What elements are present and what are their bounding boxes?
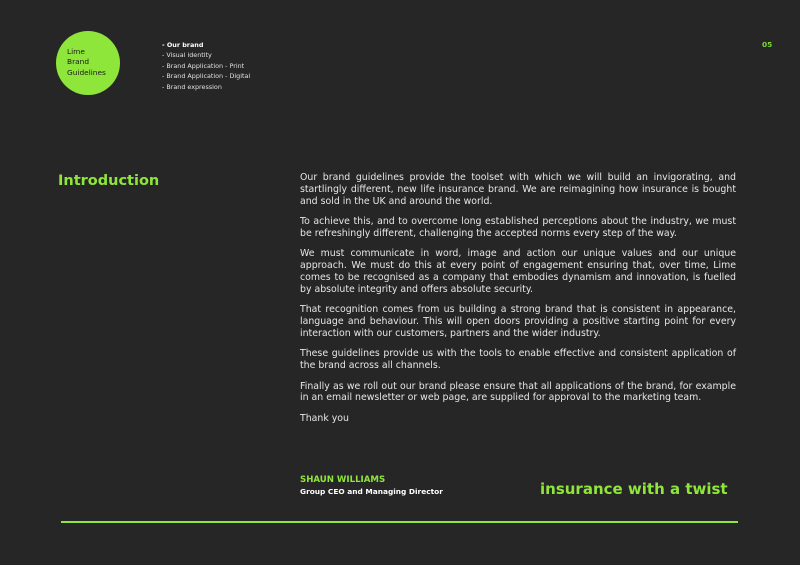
thanks-line: Thank you: [300, 412, 349, 424]
badge-line: Brand: [67, 57, 90, 67]
toc-item-brand-application-digital[interactable]: - Brand Application - Digital: [162, 72, 251, 81]
badge-line: Lime: [67, 47, 85, 56]
body-text: [300, 172, 736, 433]
toc-item-brand-application-print[interactable]: - Brand Application - Print: [162, 61, 245, 70]
body-paragraph: Finally as we roll out our brand please ensure that all applications of the brand, for example in an email newsletter or web page, are supplied for approval to the marketing team.: [300, 380, 736, 404]
body-paragraph: These guidelines provide us with the tools to enable effective and consistent application of the brand across all channels.: [300, 348, 736, 372]
signature-role: Group CEO and Managing Director: [300, 487, 443, 496]
section-title: Introduction: [58, 173, 160, 189]
body-paragraph: That recognition comes from us building a strong brand that is consistent in appearance, language and behaviour. This will open doors providing a positive starting point for every interaction with our customers, partners and the wider industry.: [300, 304, 736, 339]
divider-line: [61, 521, 738, 523]
signature-name: SHAUN WILLIAMS: [300, 475, 386, 485]
body-paragraph: To achieve this, and to overcome long established perceptions about the industry, we must be refreshingly different, challenging the accepted norms every step of the way.: [300, 216, 736, 239]
toc-item-visual-identity[interactable]: - Visual identity: [162, 51, 212, 60]
toc-item-our-brand[interactable]: - Our brand: [162, 41, 204, 49]
toc-item-brand-expression[interactable]: - Brand expression: [162, 82, 222, 91]
body-paragraph: Our brand guidelines provide the toolset with which we will build an invigorating, and startlingly different, new life insurance brand. We are reimagining how insurance is bought and sold in the UK and around the world.: [300, 172, 736, 207]
brand-badge: [56, 31, 120, 95]
page-number: 05: [762, 40, 773, 49]
badge-line: Guidelines: [67, 67, 106, 77]
table-of-contents: [162, 40, 250, 92]
body-paragraph: We must communicate in word, image and action our unique values and our unique approach. We must do this at every point of engagement ensuring that, over time, Lime comes to be recognised as a company that embodies dynamism and innovation, is fuelled by absolute integrity and offers absolute security.: [300, 248, 736, 295]
tagline: insurance with a twist: [540, 480, 728, 498]
